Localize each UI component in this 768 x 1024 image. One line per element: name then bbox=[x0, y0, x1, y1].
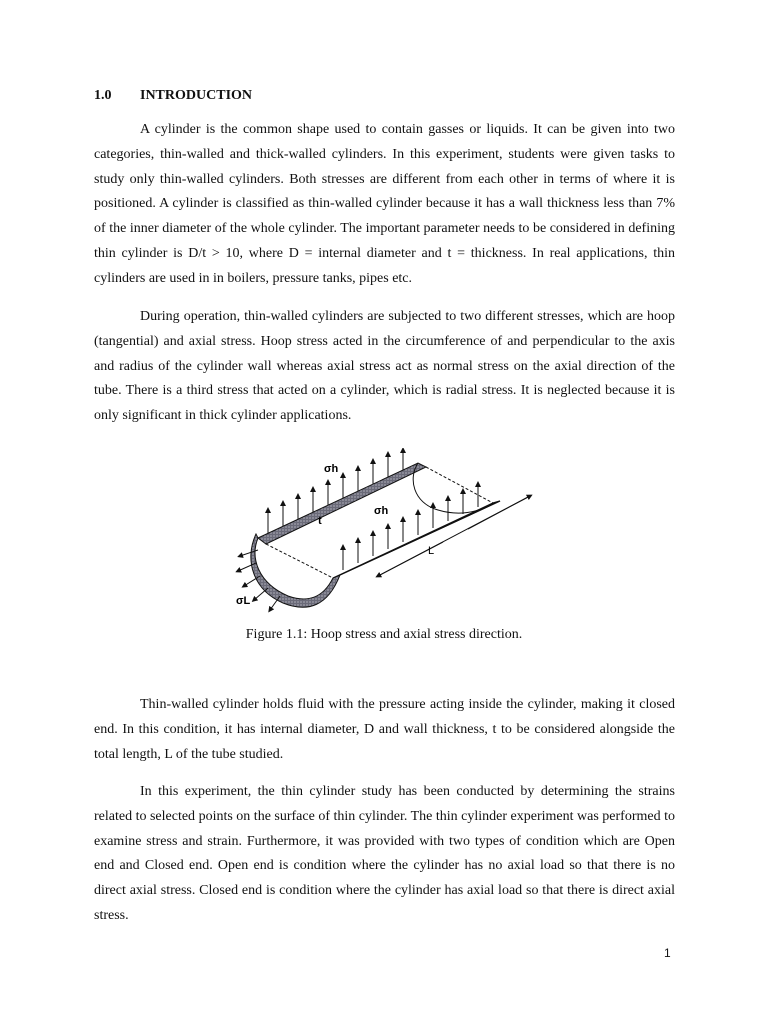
figure-caption: Figure 1.1: Hoop stress and axial stress direction. bbox=[245, 627, 523, 642]
label-thickness: t bbox=[318, 515, 322, 527]
label-sigma-l: σL bbox=[236, 595, 251, 607]
label-sigma-h-top: σh bbox=[324, 463, 339, 475]
page-number: 1 bbox=[664, 946, 671, 960]
label-length: L bbox=[428, 545, 435, 557]
section-number: 1.0 bbox=[94, 88, 112, 103]
paragraph-experiment: In this experiment, the thin cylinder study has been conducted by determining the strains related to selected points on the surface of thin cylinder. The thin cylinder experiment was performed to examine stress and strain. Furthermore, it was provided with two types of condition which are Open end and Closed end. Open end is condition where the cylinder has no axial load so that there is no direct axial stress. Closed end is condition where the cylinder has axial load so that there is direct axial stress. bbox=[94, 784, 675, 923]
section-title: INTRODUCTION bbox=[140, 88, 253, 103]
cylinder-diagram bbox=[228, 448, 548, 618]
hoop-axial-stress-figure bbox=[228, 448, 548, 618]
section-heading bbox=[94, 88, 252, 104]
paragraph-stresses: During operation, thin-walled cylinders are subjected to two different stresses, which are hoop (tangential) and axial stress. Hoop stress acted in the circumference of and perpendicular to the axis and radius of the cylinder wall whereas axial stress act as normal stress on the axial direction of the tube. There is a third stress that acted on a cylinder, which is radial stress. It is neglected because it is only significant in thick cylinder applications. bbox=[94, 309, 675, 424]
label-sigma-h-mid: σh bbox=[374, 505, 389, 517]
paragraph-closed-end: Thin-walled cylinder holds fluid with the pressure acting inside the cylinder, making it closed end. In this condition, it has internal diameter, D and wall thickness, t to be considered alongside the total length, L of the tube studied. bbox=[94, 697, 675, 762]
paragraph-intro: A cylinder is the common shape used to contain gasses or liquids. It can be given into two categories, thin-walled and thick-walled cylinders. In this experiment, students were given tasks to study only thin-walled cylinders. Both stresses are different from each other in terms of where it is positioned. A cylinder is classified as thin-walled cylinder because it has a wall thickness less than 7% of the inner diameter of the whole cylinder. The important parameter needs to be considered in defining thin cylinder is D/t > 10, where D = internal diameter and t = thickness. In real applications, thin cylinders are used in in boilers, pressure tanks, pipes etc. bbox=[94, 122, 675, 286]
